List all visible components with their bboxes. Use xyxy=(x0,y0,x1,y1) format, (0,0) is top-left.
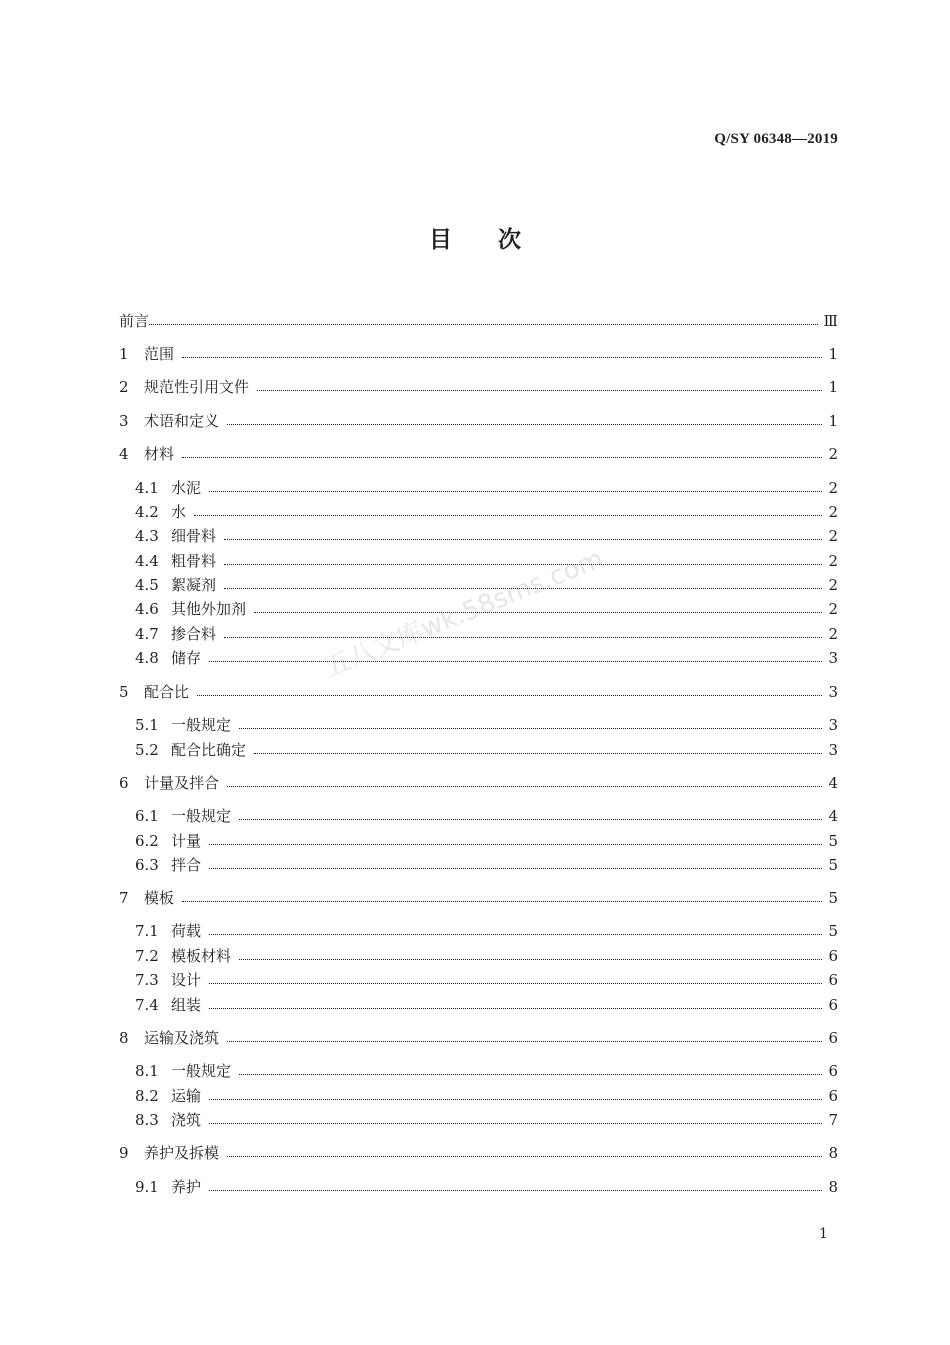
standard-code: Q/SY 06348—2019 xyxy=(714,131,838,147)
toc-entry-number: 7.1 xyxy=(135,922,159,940)
toc-entry[interactable] xyxy=(119,1143,838,1163)
toc-entry[interactable] xyxy=(135,831,838,851)
toc-leader-dots xyxy=(224,538,822,540)
toc-entry-label: 细骨料 xyxy=(171,527,217,545)
toc-entry-page: 2 xyxy=(828,576,838,594)
toc-entry-label: 粗骨料 xyxy=(171,552,217,570)
toc-entry-number: 7 xyxy=(119,889,129,907)
toc-leader-dots xyxy=(194,514,822,516)
toc-entry-page: 1 xyxy=(828,412,838,430)
toc-leader-dots xyxy=(227,1155,822,1157)
toc-leader-dots xyxy=(209,867,822,869)
toc-leader-dots xyxy=(239,727,822,729)
toc-entry-label: 养护及拆模 xyxy=(144,1144,220,1162)
toc-entry-page: 2 xyxy=(828,479,838,497)
toc-entry[interactable] xyxy=(119,888,838,908)
toc-entry-label: 材料 xyxy=(144,445,175,463)
toc-entry[interactable] xyxy=(135,946,838,966)
toc-entry-number: 8.3 xyxy=(135,1111,159,1129)
toc-leader-dots xyxy=(239,958,822,960)
toc-entry-page: 6 xyxy=(828,1029,838,1047)
toc-entry-number: 1 xyxy=(119,345,129,363)
toc-title-right: 次 xyxy=(498,227,521,253)
toc-entry-number: 4.8 xyxy=(135,649,159,667)
toc-entry-page: 6 xyxy=(828,1062,838,1080)
toc-entry[interactable] xyxy=(135,624,838,644)
toc-entry-number: 9 xyxy=(119,1144,129,1162)
toc-entry-page: 2 xyxy=(828,445,838,463)
toc-entry-page: 2 xyxy=(828,600,838,618)
toc-leader-dots xyxy=(257,389,822,391)
toc-entry-label: 术语和定义 xyxy=(144,412,220,430)
toc-entry-label: 模板 xyxy=(144,889,175,907)
toc-entry[interactable] xyxy=(135,995,838,1015)
toc-entry-page: 3 xyxy=(828,683,838,701)
toc-entry-label: 配合比 xyxy=(144,683,190,701)
toc-entry-number: 2 xyxy=(119,378,129,396)
toc-leader-dots xyxy=(182,356,822,358)
toc-entry[interactable] xyxy=(135,806,838,826)
toc-leader-dots xyxy=(209,843,822,845)
toc-entry[interactable] xyxy=(135,551,838,571)
toc-entry-number: 6.2 xyxy=(135,832,159,850)
toc-entry-label: 模板材料 xyxy=(171,947,232,965)
toc-entry-number: 8.1 xyxy=(135,1062,159,1080)
watermark: 五八文库wk.58sms.com xyxy=(320,543,608,684)
toc-entry-number: 6 xyxy=(119,774,129,792)
toc-entry-number: 5.1 xyxy=(135,716,159,734)
toc-entry[interactable] xyxy=(119,1028,838,1048)
toc-entry-label: 规范性引用文件 xyxy=(144,378,250,396)
toc-entry[interactable] xyxy=(135,502,838,522)
toc-entry[interactable] xyxy=(135,1110,838,1130)
toc-entry-label: 储存 xyxy=(171,649,202,667)
toc-entry[interactable] xyxy=(135,1061,838,1081)
toc-entry-number: 9.1 xyxy=(135,1178,159,1196)
toc-leader-dots xyxy=(239,1073,822,1075)
toc-entry-page: 8 xyxy=(828,1178,838,1196)
toc-leader-dots xyxy=(224,563,822,565)
toc-entry-number: 4.2 xyxy=(135,503,159,521)
toc-entry-page: 2 xyxy=(828,625,838,643)
toc-leader-dots xyxy=(209,1007,822,1009)
toc-entry-number: 8 xyxy=(119,1029,129,1047)
toc-entry-label: 运输及浇筑 xyxy=(144,1029,220,1047)
toc-entry-label: 一般规定 xyxy=(171,807,232,825)
toc-entry-page: 6 xyxy=(828,1087,838,1105)
toc-entry-label: 计量及拌合 xyxy=(144,774,220,792)
toc-entry-label: 一般规定 xyxy=(171,716,232,734)
toc-entry-page: 1 xyxy=(828,378,838,396)
toc-entry-page: 5 xyxy=(828,889,838,907)
toc-entry-number: 4.7 xyxy=(135,625,159,643)
toc-leader-dots xyxy=(227,785,822,787)
toc-entry-number: 7.2 xyxy=(135,947,159,965)
toc-entry-page: 2 xyxy=(828,552,838,570)
toc-entry-number: 6.3 xyxy=(135,856,159,874)
toc-entry-label: 设计 xyxy=(171,971,202,989)
toc-entry-page: 3 xyxy=(828,649,838,667)
toc-entry-label: 范围 xyxy=(144,345,175,363)
toc-entry-label: 配合比确定 xyxy=(171,741,247,759)
page-number: 1 xyxy=(819,1226,828,1242)
toc-leader-dots xyxy=(239,818,822,820)
toc-entry[interactable] xyxy=(119,682,838,702)
toc-entry-label: 浇筑 xyxy=(171,1111,202,1129)
toc-leader-dots xyxy=(209,1189,822,1191)
toc-entry-number: 4 xyxy=(119,445,129,463)
toc-entry-page: 8 xyxy=(828,1144,838,1162)
toc-entry[interactable] xyxy=(135,648,838,668)
toc-entry-page: 1 xyxy=(828,345,838,363)
toc-entry-number: 3 xyxy=(119,412,129,430)
toc-entry-label: 一般规定 xyxy=(171,1062,232,1080)
toc-leader-dots xyxy=(227,1040,822,1042)
toc-entry-page: 5 xyxy=(828,832,838,850)
toc-leader-dots xyxy=(209,1098,822,1100)
toc-leader-dots xyxy=(209,982,822,984)
toc-entry-page: 5 xyxy=(828,856,838,874)
toc-entry-number: 8.2 xyxy=(135,1087,159,1105)
toc-entry-label: 组装 xyxy=(171,996,202,1014)
toc-entry-page: 6 xyxy=(828,996,838,1014)
toc-entry-page: 4 xyxy=(828,774,838,792)
toc-entry[interactable] xyxy=(135,1086,838,1106)
toc-entry[interactable] xyxy=(135,855,838,875)
toc-entry-label: 水泥 xyxy=(171,479,202,497)
toc-entry-number: 4.6 xyxy=(135,600,159,618)
toc-leader-dots xyxy=(227,423,822,425)
toc-entry-number: 5.2 xyxy=(135,741,159,759)
toc-entry-label: 养护 xyxy=(171,1178,202,1196)
toc-entry[interactable] xyxy=(135,599,838,619)
toc-entry[interactable] xyxy=(119,344,838,364)
toc-leader-dots xyxy=(209,1122,822,1124)
toc-leader-dots xyxy=(224,587,822,589)
toc-entry-label: 絮凝剂 xyxy=(171,576,217,594)
toc-entry-label: 掺合料 xyxy=(171,625,217,643)
toc-entry[interactable] xyxy=(135,1177,838,1197)
toc-leader-dots xyxy=(182,456,822,458)
toc-leader-dots xyxy=(149,323,818,325)
toc-entry-number: 4.1 xyxy=(135,479,159,497)
toc-entry[interactable] xyxy=(135,575,838,595)
toc-entry[interactable] xyxy=(119,377,838,397)
toc-entry-label: 计量 xyxy=(171,832,202,850)
toc-entry[interactable] xyxy=(119,444,838,464)
toc-title-left: 目 xyxy=(429,227,452,253)
toc-entry-label: 荷载 xyxy=(171,922,202,940)
toc-entry-label: 运输 xyxy=(171,1087,202,1105)
toc-entry-number: 4.3 xyxy=(135,527,159,545)
toc-entry-label: 拌合 xyxy=(171,856,202,874)
toc-entry-page: 4 xyxy=(828,807,838,825)
toc-entry[interactable] xyxy=(135,921,838,941)
toc-entry-label: 其他外加剂 xyxy=(171,600,247,618)
toc-entry-number: 4.5 xyxy=(135,576,159,594)
toc-entry-page: 3 xyxy=(828,741,838,759)
toc-leader-dots xyxy=(209,660,822,662)
toc-leader-dots xyxy=(224,636,822,638)
toc-entry[interactable] xyxy=(119,411,838,431)
toc-entry-page: 5 xyxy=(828,922,838,940)
toc-leader-dots xyxy=(209,490,822,492)
toc-leader-dots xyxy=(254,611,822,613)
toc-entry-page: Ⅲ xyxy=(823,312,838,330)
toc-entry-page: 2 xyxy=(828,527,838,545)
toc-entry-page: 6 xyxy=(828,971,838,989)
toc-entry[interactable] xyxy=(135,740,838,760)
toc-leader-dots xyxy=(254,752,822,754)
toc-entry[interactable] xyxy=(135,526,838,546)
toc-leader-dots xyxy=(182,900,822,902)
toc-entry-label: 水 xyxy=(171,503,187,521)
toc-entry-page: 7 xyxy=(828,1111,838,1129)
toc-entry-number: 5 xyxy=(119,683,129,701)
toc-entry[interactable] xyxy=(135,478,838,498)
toc-entry[interactable] xyxy=(119,311,838,331)
toc-entry[interactable] xyxy=(135,970,838,990)
toc-entry-page: 3 xyxy=(828,716,838,734)
toc-entry[interactable] xyxy=(135,715,838,735)
toc-leader-dots xyxy=(197,694,822,696)
toc-entry-page: 6 xyxy=(828,947,838,965)
toc-entry-number: 7.4 xyxy=(135,996,159,1014)
toc-entry-page: 2 xyxy=(828,503,838,521)
toc-entry-number: 4.4 xyxy=(135,552,159,570)
toc-entry[interactable] xyxy=(119,773,838,793)
toc-entry-label: 前言 xyxy=(119,312,150,330)
toc-entry-number: 6.1 xyxy=(135,807,159,825)
toc-leader-dots xyxy=(209,933,822,935)
toc-entry-number: 7.3 xyxy=(135,971,159,989)
